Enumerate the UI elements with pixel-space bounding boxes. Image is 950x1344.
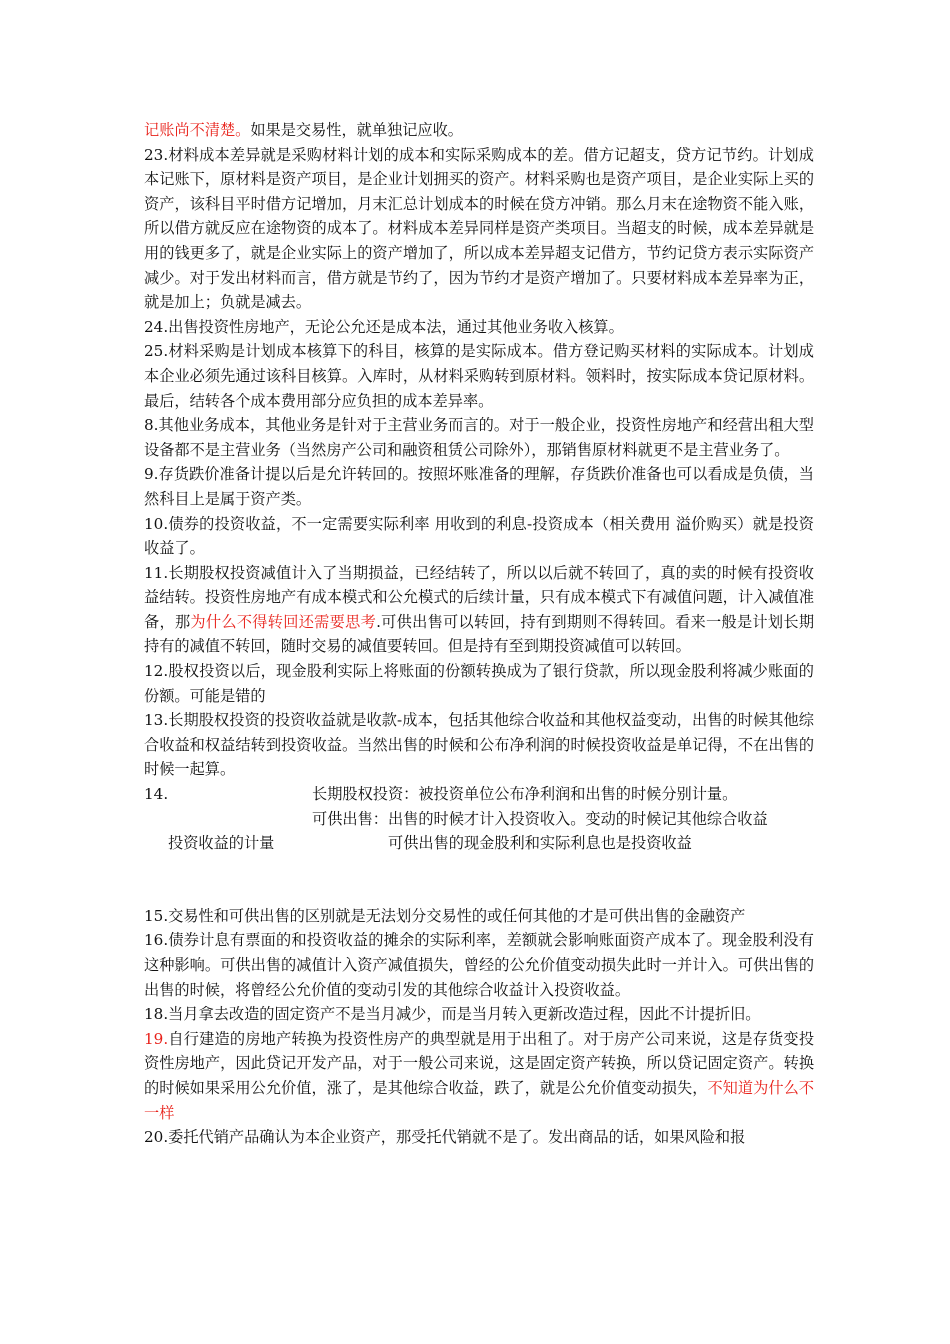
paragraph-14-line3: 可供出售的现金股利和实际利息也是投资收益 (388, 834, 692, 853)
highlighted-text: 记账尚不清楚。 (144, 121, 251, 139)
paragraph-14 (144, 782, 814, 856)
paragraph-18: 18.当月拿去改造的固定资产不是当月减少，而是当月转入更新改造过程，因此不计提折旧。 (144, 1005, 761, 1024)
paragraph-12: 12.股权投资以后，现金股利实际上将账面的份额转换成为了银行贷款，所以现金股利将减少账面的份额。可能是错的 (144, 662, 814, 705)
paragraph-19: 19.自行建造的房地产转换为投资性房产的典型就是用于出租了。对于房产公司来说，这是存货变投资性房地产，因此贷记开发产品，对于一般公司来说，这是固定资产转换，所以贷记固定资产。转换的时候如果采用公允价值，涨了，是其他综合收益，跌了，就是公允价值变动损失，不知道为什么不一样 (144, 1029, 815, 1122)
paragraph-14-line2: 可供出售：出售的时候才计入投资收入。变动的时候记其他综合收益 (312, 809, 768, 828)
paragraph-23: 23.材料成本差异就是采购材料计划的成本和实际采购成本的差。借方记超支，贷方记节约。计划成本记账下，原材料是资产项目，是企业计划拥买的资产。材料采购也是资产项目，是企业实际上买的资产，该科目平时借方记增加，月末汇总计划成本的时候在贷方冲销。那么月末在途物资不能入账，所以借方就反应在途物资的成本了。材料成本差异同样是资产类项目。当超支的时候，成本差异就是用的钱更多了，就是企业实际上的资产增加了，所以成本差异超支记借方，节约记贷方表示实际资产减少。对于发出材料而言，借方就是节约了，因为节约才是资产增加了。只要材料成本差异率为正，就是加上；负就是减去。 (144, 145, 814, 312)
paragraph-9: 9.存货跌价准备计提以后是允许转回的。按照坏账准备的理解，存货跌价准备也可以看成是负债，当然科目上是属于资产类。 (144, 465, 814, 508)
paragraph-10: 10.债券的投资收益，不一定需要实际利率 用收到的利息-投资成本（相关费用 溢价购买）就是投资收益了。 (144, 514, 814, 558)
paragraph-20: 20.委托代销产品确认为本企业资产，那受托代销就不是了。发出商品的话，如果风险和报 (144, 1128, 746, 1147)
highlighted-text: 不知道为什么不一样 (144, 1078, 815, 1122)
paragraph-15: 15.交易性和可供出售的区别就是无法划分交易性的或任何其他的才是可供出售的金融资产 (144, 906, 746, 925)
paragraph-14-line1: 长期股权投资：被投资单位公布净利润和出售的时候分别计量。 (312, 785, 738, 804)
paragraph-fragment: 记账尚不清楚。如果是交易性，就单独记应收。 (144, 121, 463, 139)
paragraph-8: 8.其他业务成本，其他业务是针对于主营业务而言的。对于一般企业，投资性房地产和经营出租大型设备都不是主营业务（当然房产公司和融资租赁公司除外），那销售原材料就更不是主营业务了。 (144, 416, 814, 459)
highlighted-number: 19. (144, 1029, 169, 1048)
document-body (144, 118, 814, 1150)
paragraph-16: 16.债券计息有票面的和投资收益的摊余的实际利率，差额就会影响账面资产成本了。现金股利没有这种影响。可供出售的减值计入资产减值损失，曾经的公允价值变动损失此时一并计入。可供出售的出售的时候，将曾经公允价值的变动引发的其他综合收益计入投资收益。 (144, 931, 814, 999)
paragraph-14-label: 投资收益的计量 (168, 834, 275, 853)
highlighted-text: 为什么不得转回还需要思考 (190, 612, 377, 631)
paragraph-24: 24.出售投资性房地产，无论公允还是成本法，通过其他业务收入核算。 (144, 317, 624, 336)
paragraph-13: 13.长期股权投资的投资收益就是收款-成本，包括其他综合收益和其他权益变动，出售的时候其他综合收益和权益结转到投资收益。当然出售的时候和公布净利润的时候投资收益是单记得，不在出售的时候一起算。 (144, 711, 814, 779)
paragraph-14-number: 14. (144, 785, 169, 804)
paragraph-11: 11.长期股权投资减值计入了当期损益，已经结转了，所以以后就不转回了，真的卖的时候有投资收益结转。投资性房地产有成本模式和公允模式的后续计量，只有成本模式下有减值问题，计入减值准备，那为什么不得转回还需要思考.可供出售可以转回，持有到期则不得转回。看来一般是计划长期持有的减值不转回，随时交易的减值要转回。但是持有至到期投资减值可以转回。 (144, 563, 815, 656)
paragraph-25: 25.材料采购是计划成本核算下的科目，核算的是实际成本。借方登记购买材料的实际成本。计划成本企业必须先通过该科目核算。入库时，从材料采购转到原材料。领料时，按实际成本贷记原材料。最后，结转各个成本费用部分应负担的成本差异率。 (144, 342, 814, 410)
